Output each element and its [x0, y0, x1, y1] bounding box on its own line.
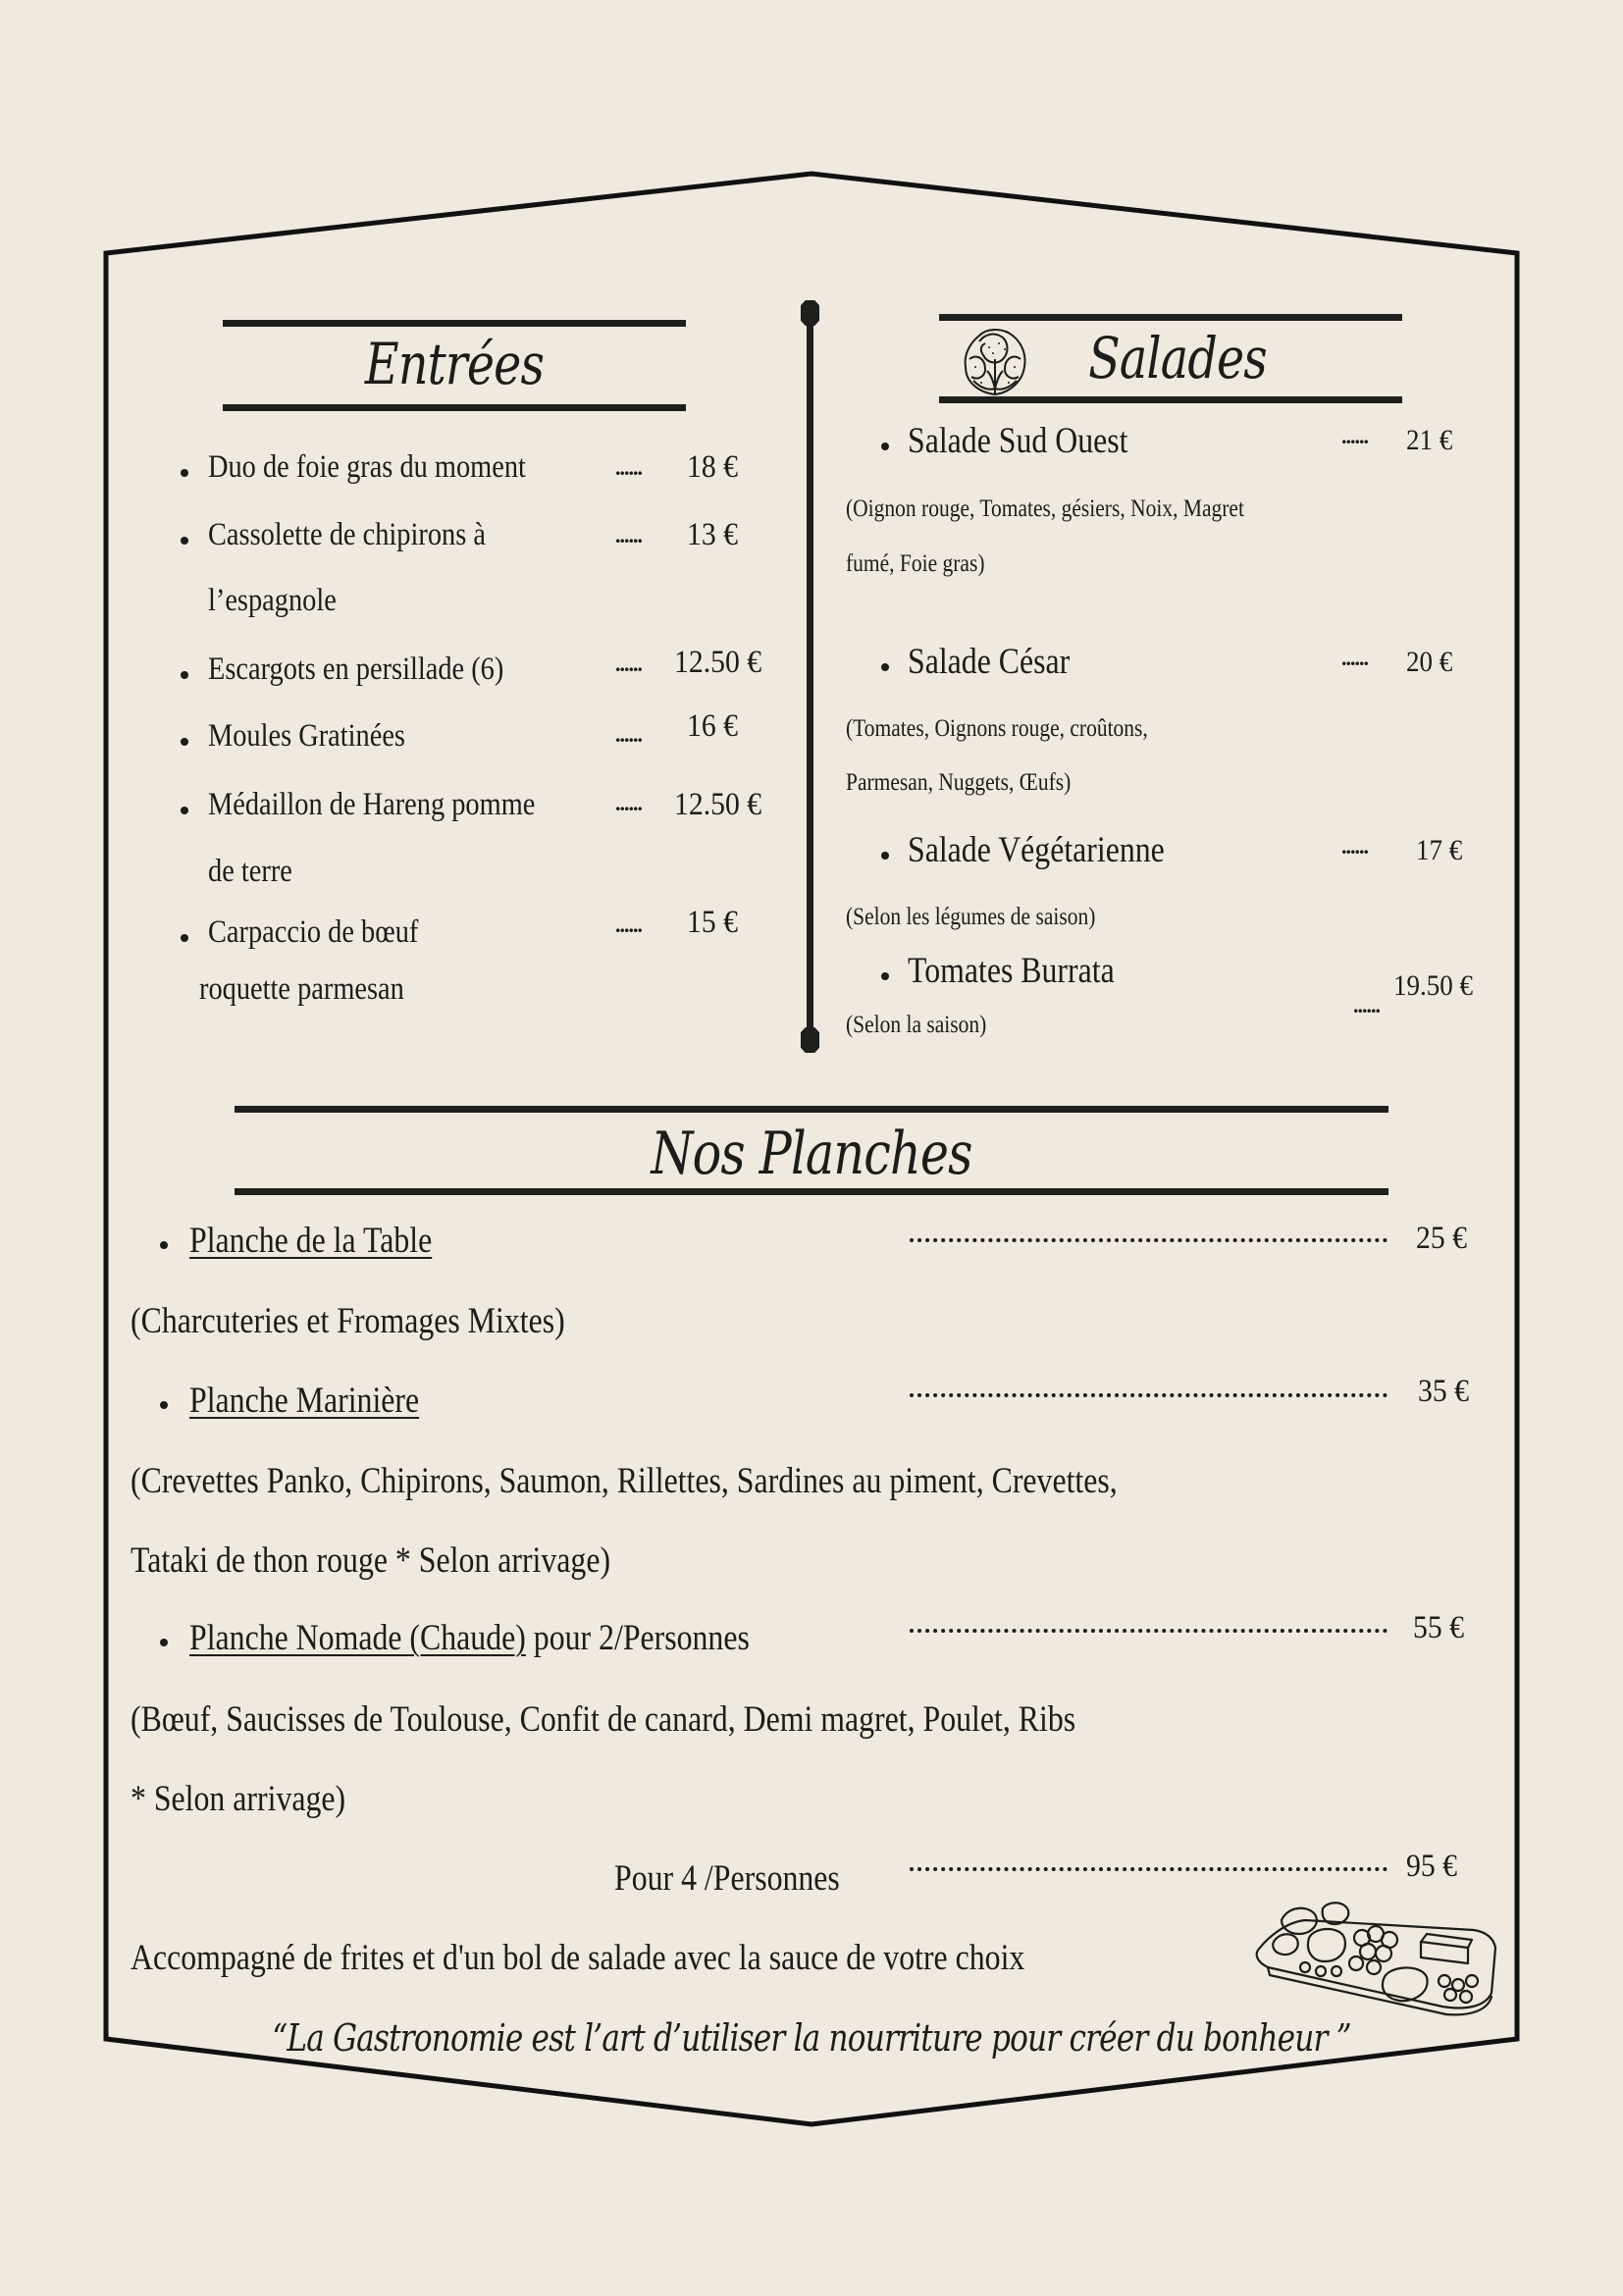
item-price: 16 € — [687, 708, 738, 744]
item-name: Tomates Burrata — [908, 951, 1115, 991]
price-leader: ...... — [615, 913, 642, 937]
item-name: Salade Sud Ouest — [908, 421, 1128, 461]
price-leader: ...... — [615, 523, 642, 548]
item-description-continued: Tataki de thon rouge * Selon arrivage) — [131, 1540, 611, 1581]
price-leader: ...... — [615, 722, 642, 747]
price-leader — [910, 1867, 1387, 1871]
item-price: 12.50 € — [674, 645, 762, 680]
item-name-underlined: Planche Nomade (Chaude) — [189, 1618, 526, 1658]
item-name-continued: roquette parmesan — [199, 971, 404, 1007]
bullet-icon — [181, 537, 188, 545]
item-description: (Tomates, Oignons rouge, croûtons, — [846, 715, 1148, 742]
lettuce-icon — [960, 320, 1030, 398]
bullet-icon — [181, 469, 188, 477]
salades-bottom-rule — [939, 396, 1402, 403]
price-leader — [910, 1238, 1387, 1242]
item-description-continued: fumé, Foie gras) — [846, 550, 985, 577]
item-serving-size: pour 2/Personnes — [525, 1618, 750, 1658]
planches-top-rule — [235, 1106, 1388, 1113]
item-name: Moules Gratinées — [208, 718, 405, 754]
divider-bottom-cap — [801, 1027, 819, 1053]
item-description: (Selon la saison) — [846, 1012, 987, 1038]
item-name-underlined: Planche de la Table — [189, 1221, 433, 1261]
item-price: 35 € — [1418, 1374, 1469, 1409]
column-divider — [807, 312, 813, 1038]
price-leader: ...... — [1353, 993, 1380, 1018]
bullet-icon — [181, 934, 188, 942]
item-description-continued: Parmesan, Nuggets, Œufs) — [846, 769, 1072, 796]
item-description: (Crevettes Panko, Chipirons, Saumon, Rillettes, Sardines au piment, Crevettes, — [131, 1461, 1118, 1501]
price-leader: ...... — [1341, 424, 1368, 448]
item-name: Médaillon de Hareng pomme — [208, 787, 536, 822]
item-price: 95 € — [1406, 1849, 1457, 1884]
option-label: Pour 4 /Personnes — [614, 1858, 840, 1899]
item-name — [189, 1380, 419, 1422]
bullet-icon — [160, 1241, 168, 1249]
entrees-title: Entrées — [364, 331, 545, 397]
item-name: Cassolette de chipirons à — [208, 517, 486, 552]
bullet-icon — [881, 663, 889, 671]
bullet-icon — [181, 671, 188, 679]
price-leader: ...... — [1341, 646, 1368, 670]
item-description: (Bœuf, Saucisses de Toulouse, Confit de canard, Demi magret, Poulet, Ribs — [131, 1699, 1076, 1740]
entrees-bottom-rule — [223, 404, 686, 411]
bullet-icon — [181, 807, 188, 814]
item-name — [189, 1220, 432, 1262]
price-leader: ...... — [1341, 834, 1368, 859]
price-leader — [910, 1629, 1387, 1633]
bullet-icon — [181, 738, 188, 746]
item-price: 55 € — [1413, 1610, 1464, 1645]
item-price: 18 € — [687, 449, 738, 485]
item-description: (Oignon rouge, Tomates, gésiers, Noix, Magret — [846, 496, 1244, 522]
planches-bottom-rule — [235, 1188, 1388, 1195]
item-name-underlined: Planche Marinière — [189, 1381, 420, 1421]
item-name: Duo de foie gras du moment — [208, 449, 526, 485]
item-name: Salade César — [908, 642, 1071, 682]
item-price: 19.50 € — [1393, 969, 1473, 1002]
item-name: Salade Végétarienne — [908, 830, 1165, 870]
item-price: 21 € — [1406, 424, 1453, 456]
item-price: 15 € — [687, 905, 738, 940]
item-name — [189, 1617, 750, 1659]
item-name-continued: l’espagnole — [208, 583, 337, 618]
bullet-icon — [881, 443, 889, 450]
item-name: Carpaccio de bœuf — [208, 914, 419, 950]
item-description: (Charcuteries et Fromages Mixtes) — [131, 1301, 565, 1341]
item-price: 12.50 € — [674, 787, 762, 822]
item-description-continued: * Selon arrivage) — [131, 1779, 346, 1819]
item-price: 20 € — [1406, 646, 1453, 678]
item-price: 25 € — [1416, 1221, 1467, 1256]
item-price: 13 € — [687, 517, 738, 552]
item-description: (Selon les légumes de saison) — [846, 904, 1096, 930]
planches-title: Nos Planches — [651, 1120, 972, 1188]
bullet-icon — [881, 852, 889, 860]
price-leader: ...... — [615, 791, 642, 815]
price-leader: ...... — [615, 455, 642, 480]
bullet-icon — [881, 972, 889, 980]
closing-quote: “La Gastronomie est l’art d’utiliser la nourriture pour créer du bonheur ” — [272, 2016, 1351, 2060]
salades-title: Salades — [1088, 325, 1267, 391]
accompaniment-note: Accompagné de frites et d'un bol de salade avec la sauce de votre choix — [131, 1938, 1025, 1978]
item-price: 17 € — [1416, 834, 1463, 866]
price-leader: ...... — [615, 652, 642, 676]
bullet-icon — [160, 1639, 168, 1646]
charcuterie-board-icon — [1246, 1899, 1501, 2016]
price-leader — [910, 1393, 1387, 1397]
item-name: Escargots en persillade (6) — [208, 652, 504, 687]
bullet-icon — [160, 1401, 168, 1409]
item-name-continued: de terre — [208, 854, 292, 889]
